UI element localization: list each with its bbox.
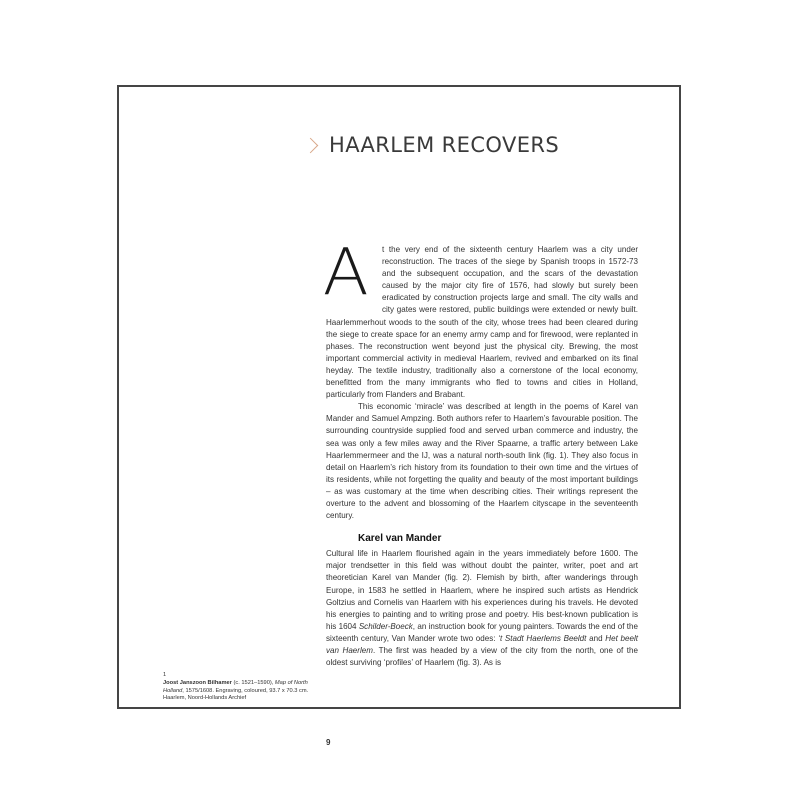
caption-details: , 1575/1608. Engraving, coloured, 93.7 x 70.3 cm. Haarlem, Noord-Hollands Archief: [163, 687, 309, 702]
chapter-title: HAARLEM RECOVERS: [329, 133, 560, 157]
caption-dates: (c. 1521–1590),: [231, 679, 275, 686]
chevron-right-icon: [303, 137, 319, 153]
paragraph-3-text-b: , an instruction book for young painters. Towards the end of the sixteenth century, Van Mander wrote two odes:: [326, 621, 638, 643]
book-title-schilder-boeck: Schilder-Boeck: [358, 621, 413, 631]
drop-cap: A: [322, 236, 369, 310]
paragraph-1: [322, 236, 638, 401]
ode-title-1: ‘t Stadt Haerlems Beeldt: [498, 633, 587, 643]
paragraph-3-text-a: Cultural life in Haarlem flourished again in the years immediately before 1600. The major trendsetter in this field was without doubt the painter, writer, poet and art theoretician Karel van Mander (fig. 2). Flemish by birth, after wanderings through Europe, in 1583 he settled in Haarlem, where he inspired such artists as Hendrick Goltzius and Cornelis van Haarlem with his experiences during his travels. He devoted his energies to painting and to writing prose and poetry. His best-known publication is his 1604: [326, 549, 638, 631]
page-number: 9: [326, 738, 331, 747]
paragraph-1-text: t the very end of the sixteenth century Haarlem was a city under reconstruction. The traces of the siege by Spanish troops in 1572-73 and the subsequent occupation, and the scars of the devastation caused by the major city fire of 1576, had slowly but surely been eradicated by construction projects large and small. The city walls and city gates were restored, public buildings were extended or newly built. Haarlemmerhout woods to the south of the city, whose trees had been cleared during the siege to create space for an enemy army camp and for firewood, were replanted in phases. The reconstruction went beyond just the physical city. Brewing, the most important commercial activity in medieval Haarlem, revived and embarked on its final heyday. The textile industry, traditionally also a cornerstone of the local economy, benefitted from the many immigrants who fled to towns and cities in Holland, particularly from Flanders and Brabant.: [326, 245, 638, 400]
figure-caption: [163, 672, 311, 703]
caption-work-title: Map of North Holland: [163, 679, 308, 694]
paragraph-3: [326, 548, 638, 669]
caption-author: Joost Janszoon Bilhamer: [163, 679, 232, 686]
paragraph-3-text-d: . The first was headed by a view of the city from the north, one of the oldest surviving ‘profiles’ of Haarlem (fig. 3). As is: [326, 646, 638, 668]
article-body: [322, 236, 638, 669]
ode-title-2: Het beelt van Haerlem: [326, 633, 638, 655]
section-subheading: Karel van Mander: [358, 533, 442, 545]
paragraph-2: This economic ‘miracle’ was described at length in the poems of Karel van Mander and Samuel Ampzing. Both authors refer to Haarlem’s favourable position. The surrounding countryside supplied food and served urban commerce and industry, the sea was only a few miles away and the River Spaarne, a traffic artery between Lake Haarlemmermeer and the IJ, was a natural north-south link (fig. 1). They also focus in detail on Haarlem’s rich history from its foundation to their own time and the virtues of its residents, while not forgetting the quality and beauty of the most important buildings – as was customary at the time when describing cities. Their writings represent the overture to the advent and blossoming of the Haarlem cityscape in the seventeenth century.: [326, 402, 638, 521]
chapter-header: [305, 133, 559, 157]
paragraph-3-text-c: and: [586, 633, 606, 643]
figure-number: 1: [163, 672, 167, 678]
book-page: [117, 85, 681, 747]
